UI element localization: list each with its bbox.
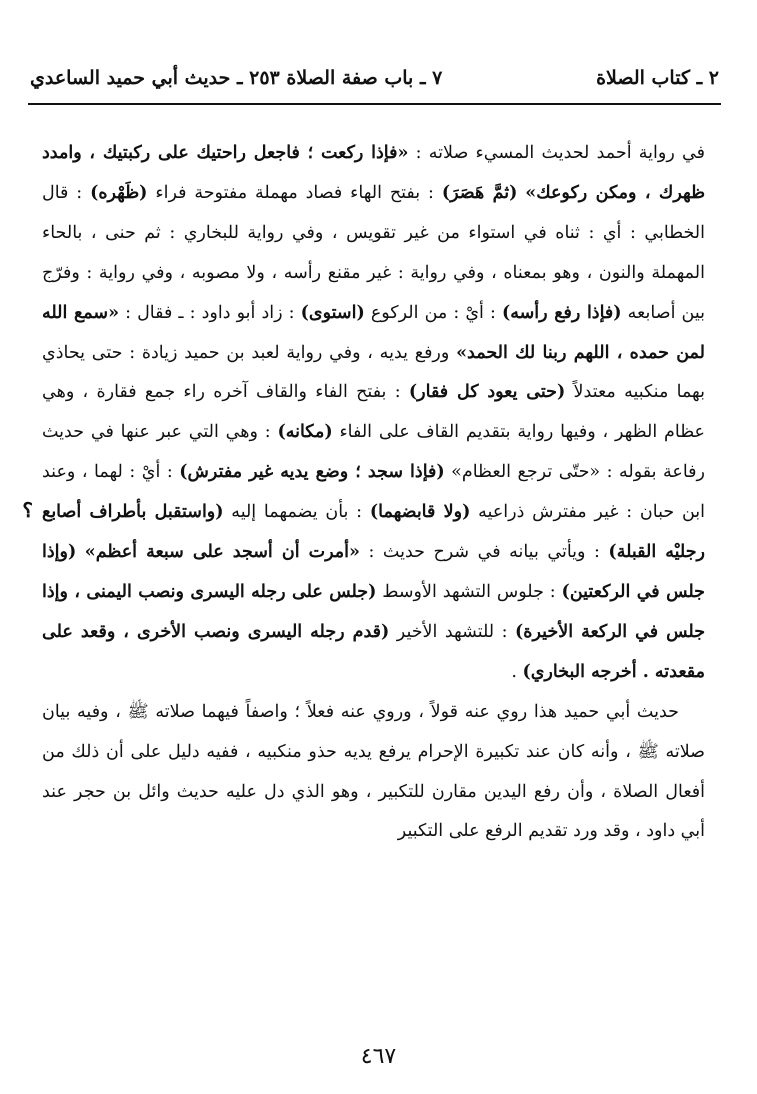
commentary-text: : جلوس التشهد الأوسط [376,581,562,602]
header-book-title: ٢ ـ كتاب الصلاة [596,67,719,89]
commentary-text: : ويأتي بيانه في شرح حديث : [359,542,609,563]
commentary-text: : قال الخطابي : أي : ثناه في استواء من غير تقويس ، وفي رواية للبخاري : ثم حنى ، بالحاء المهملة والنون ، وهو بمعناه ، وفي رواية : غير مقنع رأسه ، ولا مصوبه ، وفي رواية : وفرّج بين أصابعه [42,182,705,323]
commentary-text: : أيْ : لهما ، وعند ابن حبان : غير مفترش ذراعيه [42,462,706,523]
paragraph-commentary [42,134,705,693]
margin-note-mark: ؟ [22,498,33,522]
commentary-text: : للتشهد الأخير [389,621,516,642]
page-number: ٤٦٧ [360,1044,397,1069]
quoted-text: (جلس على رجله اليسرى ونصب اليمنى ، وإذا جلس في الركعة الأخيرة) [42,581,706,642]
commentary-text: : بفتح الفاء والقاف آخره راء جمع فقارة ، وهي عظام الظهر ، وفيها رواية بتقديم القاف على الفاء [42,382,706,443]
commentary-text: : بأن يضمهما إليه [223,502,370,523]
paragraph-hadith-discussion [42,693,705,853]
quoted-text: (وإذا جلس في الركعتين) [42,542,705,602]
quoted-text: (ثمَّ هَصَرَ) [441,182,518,203]
quoted-text: (مكانه) [277,422,333,443]
quoted-text: «أمرت أن أسجد على سبعة أعظم» [84,542,360,563]
quoted-text: «فإذا ركعت ؛ فاجعل راحتيك على ركبتيك ، وامدد ظهرك ، ومكن ركوعك» [42,143,706,203]
commentary-text: : وهي التي عبر عنها في حديث رفاعة بقوله : «حتّى ترجع العظام» [42,422,705,483]
commentary-text: : أيْ : من الركوع [364,302,502,323]
quoted-text: (فإذا سجد ؛ وضع يديه غير مفترش) [179,462,445,483]
commentary-text: حديث أبي حميد هذا روي عنه قولاً ، وروي عنه فعلاً ؛ واصفاً فيهما صلاته ﷺ ، وفيه بيان صلاته ﷺ ، وأنه كان عند تكبيرة الإحرام يرفع يديه حذو منكبيه ، ففيه دليل على أن ذلك من أفعال الصلاة ، وأن رفع اليدين مقارن للتكبير ، وهو الذي دل عليه حديث وائل بن حجر عند أبي داود ، وقد ورد تقديم الرفع على التكبير [42,701,705,842]
quoted-text: (واستقبل بأطراف أصابع رجليْه القبلة) [42,502,705,563]
header-chapter-title: ٧ ـ باب صفة الصلاة ٢٥٣ ـ حديث أبي حميد الساعدي [30,67,443,89]
commentary-text: في رواية أحمد لحديث المسيء صلاته : [408,143,705,163]
quoted-text: (ولا قابضهما) [369,502,471,523]
quoted-text: (حتى يعود كل فقار) [408,382,566,403]
running-header [30,58,719,98]
main-text [42,134,705,852]
commentary-text: : زاد أبو داود : ـ فقال : [119,302,301,323]
commentary-text [76,542,85,562]
commentary-text: ورفع يديه ، وفي رواية لعبد بن حميد زيادة : حتى يحاذي بهما منكبيه معتدلاً [42,342,705,403]
header-divider [28,103,721,105]
quoted-text: «سمع الله لمن حمده ، اللهم ربنا لك الحمد» [42,302,706,363]
quoted-text: (فإذا رفع رأسه) [501,302,622,323]
quoted-text: (استوى) [300,302,365,323]
quoted-text: (قدم رجله اليسرى ونصب الأخرى ، وقعد على مقعدته . أخرجه البخاري) [42,621,705,682]
commentary-text: . [511,661,523,682]
commentary-text: : بفتح الهاء فصاد مهملة مفتوحة فراء [147,182,442,203]
quoted-text: (ظَهْره) [90,182,148,203]
